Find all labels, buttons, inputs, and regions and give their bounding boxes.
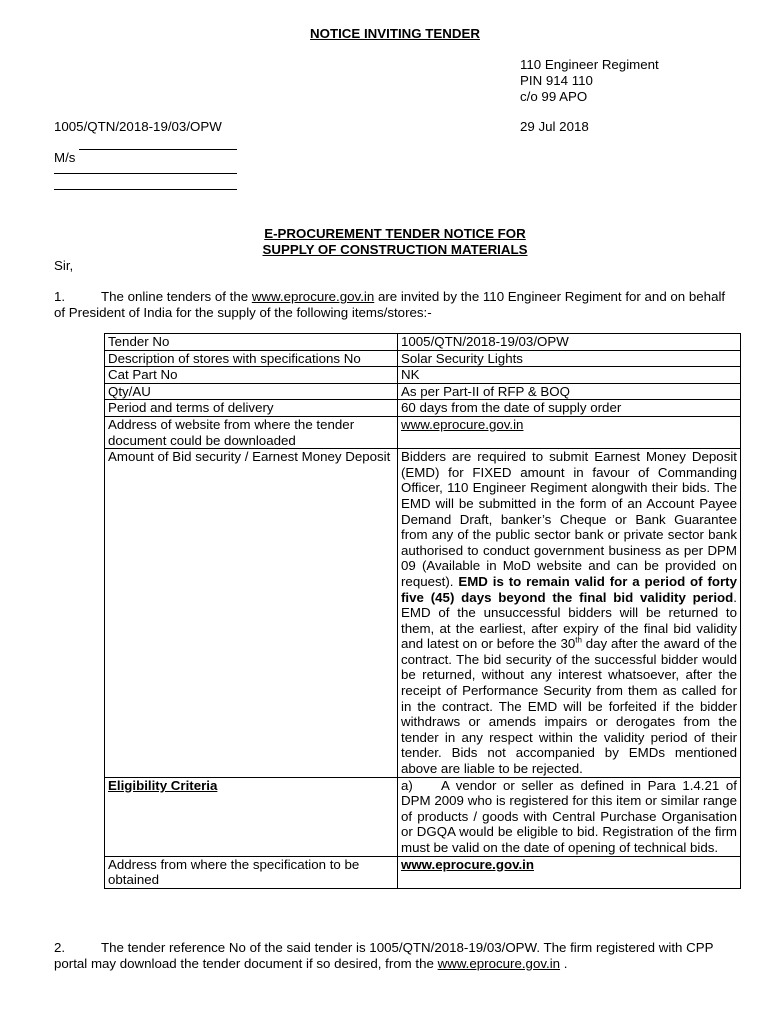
paragraph-2 xyxy=(54,940,734,971)
eprocure-link[interactable]: www.eprocure.gov.in xyxy=(251,289,375,304)
table-row xyxy=(105,856,741,888)
paragraph-1-text-a: The online tenders of the xyxy=(101,289,252,304)
table-row xyxy=(105,416,741,448)
addressee-label: M/s xyxy=(54,150,76,165)
emd-text-3: day after the award of the contract. The bid security of the successful bidder would be returned, without any interest whatsoever, after the receipt of Performance Security from them as called for in the contract. The EMD will be forfeited if the bidder withdraws or amends impairs or derogates from the tender in any respect within the validity period of their tender. Bids not accompanied by EMDs mentioned above are liable to be rejected. xyxy=(401,636,737,777)
unit-name: 110 Engineer Regiment xyxy=(520,57,659,72)
row-label: Address from where the specification to be obtained xyxy=(105,856,398,888)
table-row xyxy=(105,449,741,777)
row-value: NK xyxy=(398,367,741,384)
row-value: 1005/QTN/2018-19/03/OPW xyxy=(398,334,741,351)
emd-terms xyxy=(398,449,741,777)
paragraph-1 xyxy=(54,289,734,320)
row-value-link xyxy=(398,416,741,448)
table-row xyxy=(105,367,741,384)
document-title: NOTICE INVITING TENDER xyxy=(310,26,480,41)
salutation: Sir, xyxy=(54,258,74,273)
row-label: Description of stores with specifications No xyxy=(105,350,398,367)
website-link[interactable]: www.eprocure.gov.in xyxy=(401,416,524,432)
addressee-line-3 xyxy=(54,189,237,190)
stores-table xyxy=(104,333,741,889)
specification-link[interactable]: www.eprocure.gov.in xyxy=(401,856,534,872)
eligibility-marker: a) xyxy=(401,777,413,793)
eligibility-terms xyxy=(398,777,741,856)
letter-date: 29 Jul 2018 xyxy=(520,119,589,134)
row-label: Cat Part No xyxy=(105,367,398,384)
row-label: Qty/AU xyxy=(105,383,398,400)
paragraph-2-number: 2. xyxy=(54,940,66,955)
subject-line-1: E-PROCUREMENT TENDER NOTICE FOR xyxy=(264,226,526,241)
row-label: Amount of Bid security / Earnest Money Deposit xyxy=(105,449,398,777)
row-value-link xyxy=(398,856,741,888)
row-label-eligibility xyxy=(105,777,398,856)
addressee-line-2 xyxy=(54,173,237,174)
emd-validity-bold: EMD is to remain valid for a period of forty five (45) days beyond the final bid validity period xyxy=(401,573,737,605)
paragraph-1-number: 1. xyxy=(54,289,66,304)
eligibility-text: A vendor or seller as defined in Para 1.4.21 of DPM 2009 who is registered for this item or similar range of products / goods with Central Purchase Organisation or DGQA would be eligible to bid. Registration of the firm must be valid on the date of opening of technical bids. xyxy=(401,777,737,855)
paragraph-2-text-b: . xyxy=(560,955,568,971)
paragraph-2-text-a: The tender reference No of the said tender is 1005/QTN/2018-19/03/OPW. The firm registered with CPP portal may download the tender document if so desired, from the xyxy=(54,940,714,971)
row-label: Address of website from where the tender document could be downloaded xyxy=(105,416,398,448)
addressee-line-1 xyxy=(79,149,237,150)
row-value: 60 days from the date of supply order xyxy=(398,400,741,417)
reference-number: 1005/QTN/2018-19/03/OPW xyxy=(54,119,222,134)
table-row xyxy=(105,777,741,856)
row-label: Period and terms of delivery xyxy=(105,400,398,417)
eprocure-link-2[interactable]: www.eprocure.gov.in xyxy=(437,955,561,971)
table-row xyxy=(105,383,741,400)
row-label: Tender No xyxy=(105,334,398,351)
paragraph-1-text-b: are invited by the 110 Engineer Regiment for and on behalf of President of India for the supply of the following items/stores:- xyxy=(54,289,726,320)
table-row xyxy=(105,400,741,417)
row-value: As per Part-II of RFP & BOQ xyxy=(398,383,741,400)
eligibility-heading: Eligibility Criteria xyxy=(108,777,218,793)
emd-text-2: . EMD of the unsuccessful bidders will be returned to them, at the earliest, after expiry of the final bid validity and latest on or before the 30 xyxy=(401,589,737,652)
emd-superscript: th xyxy=(575,635,582,645)
table-row xyxy=(105,350,741,367)
emd-text-1: Bidders are required to submit Earnest Money Deposit (EMD) for FIXED amount in favour of Commanding Officer, 110 Engineer Regiment alongwith their bids. The EMD will be submitted in the form of an Account Payee Demand Draft, banker’s Cheque or Bank Guarantee from any of the public sector bank or private sector bank authorised to conduct government business as per DPM 09 (Available in MoD website and can be provided on request). xyxy=(401,449,737,589)
table-row xyxy=(105,334,741,351)
row-value: Solar Security Lights xyxy=(398,350,741,367)
unit-apo: c/o 99 APO xyxy=(520,89,588,104)
subject-line-2: SUPPLY OF CONSTRUCTION MATERIALS xyxy=(262,242,528,257)
unit-pin: PIN 914 110 xyxy=(520,73,593,88)
